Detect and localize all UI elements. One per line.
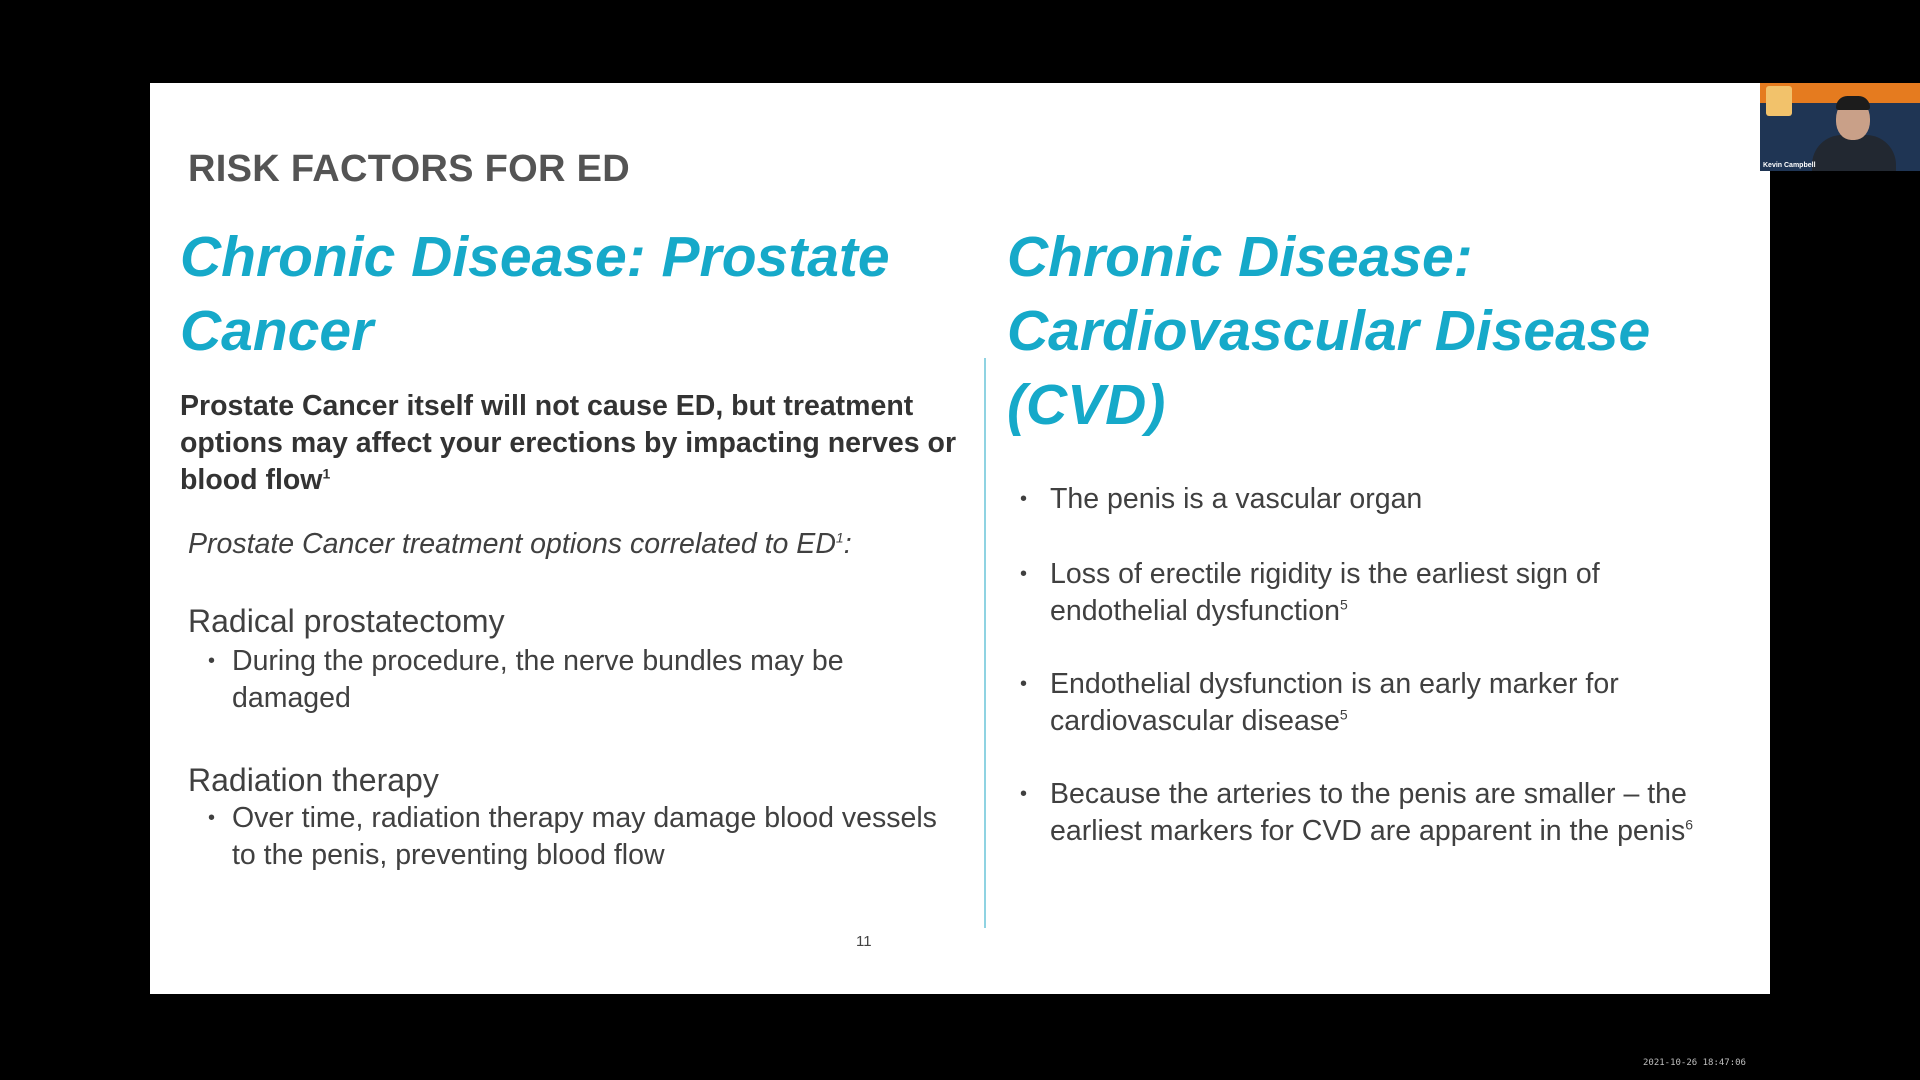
bullet-icon: •: [1020, 783, 1028, 805]
cvd-bullet: [1020, 666, 1720, 740]
option-bullet-prostatectomy: [208, 643, 968, 717]
bullet-icon: •: [1020, 488, 1028, 510]
logo-icon: [1766, 86, 1792, 116]
cvd-bullet: [1020, 481, 1720, 518]
presentation-slide: [150, 83, 1816, 994]
presenter-body: [1812, 135, 1896, 171]
option-bullet-text: Over time, radiation therapy may damage blood vessels to the penis, preventing blood flow: [232, 802, 937, 871]
left-lead-paragraph: [180, 388, 980, 499]
bullet-icon: •: [1020, 673, 1028, 695]
option-title-prostatectomy: Radical prostatectomy: [188, 603, 505, 639]
left-lead-text: Prostate Cancer itself will not cause ED, but treatment options may affect your erections by impacting nerves or blood flow: [180, 390, 957, 496]
treatment-options-colon: :: [843, 528, 852, 560]
slide-page-number: 11: [856, 933, 872, 950]
recording-timestamp: 2021-10-26 18:47:06: [1643, 1058, 1746, 1068]
cvd-bullet-text: Because the arteries to the penis are smaller – the earliest markers for CVD are apparent in the penis: [1050, 778, 1687, 847]
treatment-options-citation: 1: [835, 529, 844, 546]
bullet-icon: •: [1020, 563, 1028, 585]
right-column-heading: Chronic Disease: Cardiovascular Disease (CVD): [1007, 225, 1651, 437]
cvd-bullet-text: The penis is a vascular organ: [1050, 483, 1423, 515]
bullet-icon: •: [208, 807, 216, 829]
cvd-bullet-citation: 5: [1339, 706, 1348, 723]
cvd-bullet-citation: 5: [1339, 596, 1348, 613]
participant-name: Kevin Campbell: [1763, 162, 1816, 169]
option-bullet-radiation: [208, 800, 968, 874]
treatment-options-intro: [188, 526, 978, 563]
cvd-bullet: [1020, 556, 1720, 630]
bullet-icon: •: [208, 650, 216, 672]
cvd-bullet-text: Loss of erectile rigidity is the earliest sign of endothelial dysfunction: [1050, 558, 1600, 627]
left-column-heading: Chronic Disease: Prostate Cancer: [180, 225, 890, 363]
section-title: RISK FACTORS FOR ED: [188, 148, 631, 190]
treatment-options-text: Prostate Cancer treatment options correlated to ED: [188, 528, 836, 560]
cvd-bullet: [1020, 776, 1720, 850]
option-bullet-text: During the procedure, the nerve bundles may be damaged: [232, 645, 844, 714]
webcam-thumbnail[interactable]: [1760, 83, 1920, 171]
cvd-bullet-citation: 6: [1685, 816, 1694, 833]
left-lead-citation: 1: [322, 465, 331, 482]
option-title-radiation: Radiation therapy: [188, 762, 439, 798]
presenter-hair: [1836, 96, 1870, 110]
cvd-bullet-text: Endothelial dysfunction is an early marker for cardiovascular disease: [1050, 668, 1619, 737]
column-divider: [984, 358, 986, 928]
